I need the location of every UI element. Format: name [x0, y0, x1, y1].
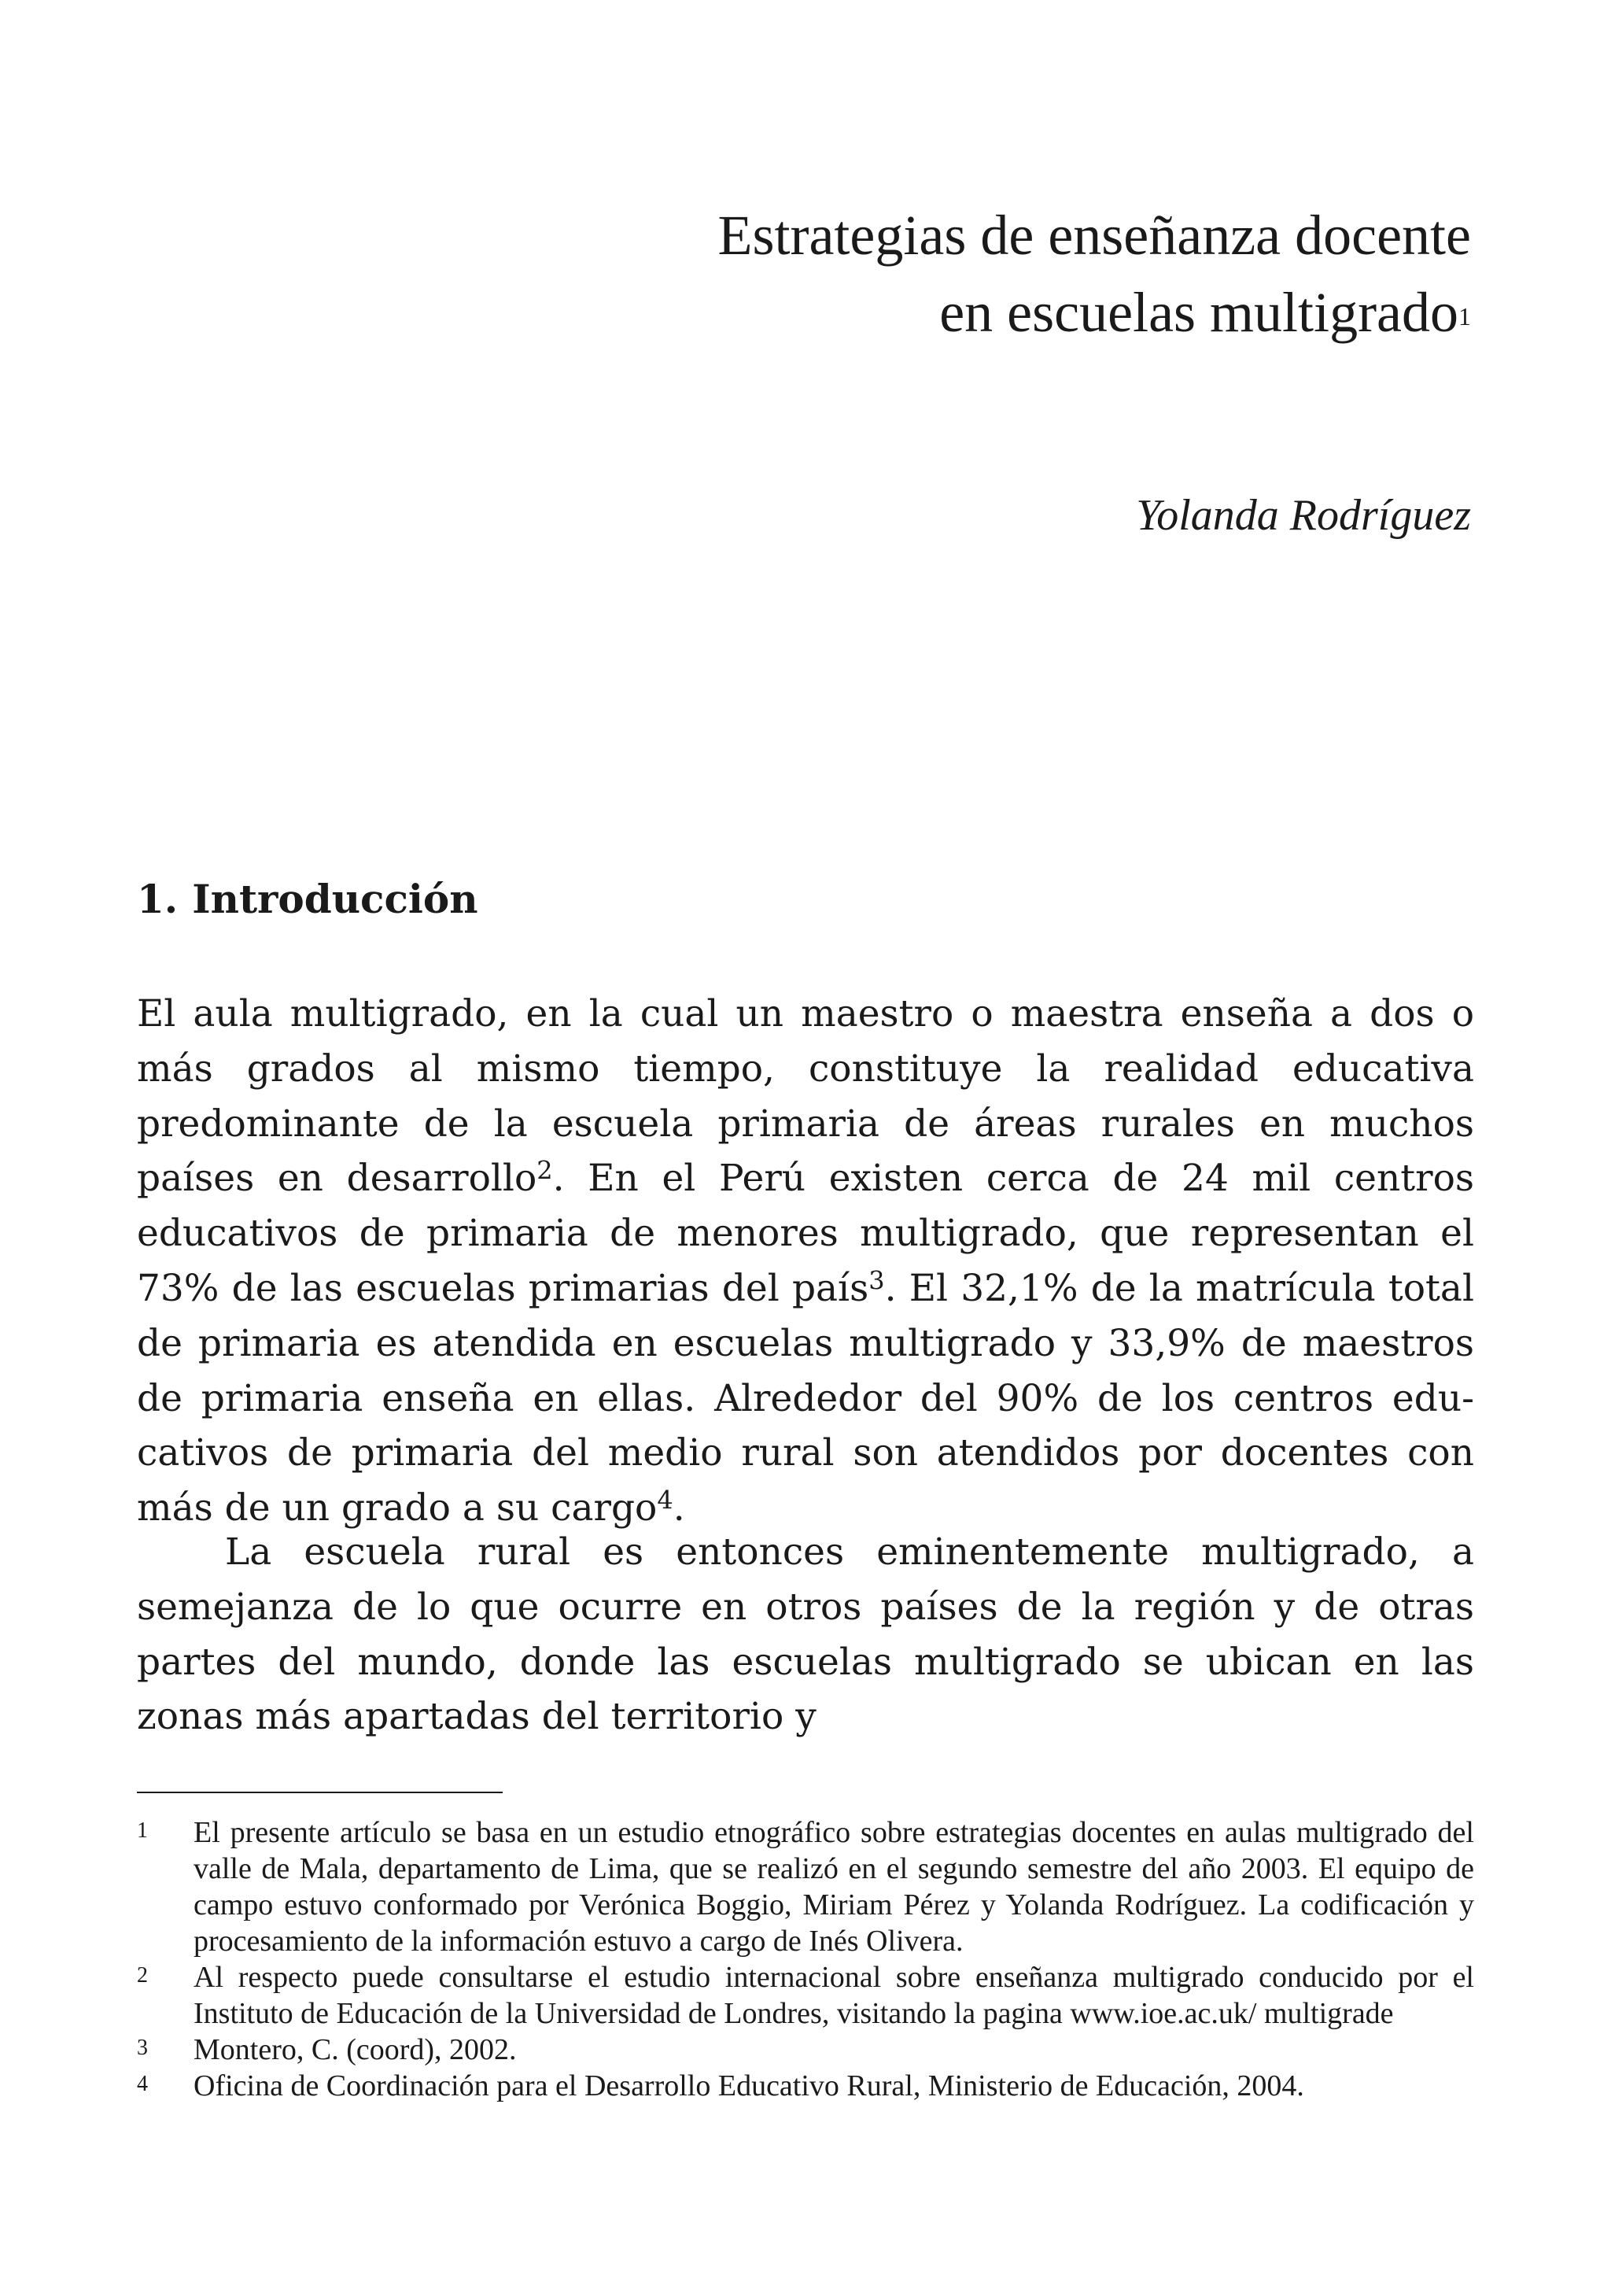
footnote-text: Montero, C. (coord), 2002. [194, 2033, 517, 2066]
paragraph-1-segment-1: El aula multigrado, en la cual un maestro o maestra enseña a dos o más grados al mismo tiempo, constituye la realidad educativa predominante de la escuela primaria de áreas rurales en muchos países en desarrollo [137, 992, 1474, 1201]
footnote-2 [137, 1959, 1474, 2032]
footnote-number: 2 [137, 1963, 148, 1988]
author-name: Yolanda Rodríguez [1136, 491, 1471, 540]
paragraph-1-segment-3: . El 32,1% de la matrícula total de primaria es atendida en escuelas multigrado y 33,9% de maestros de primaria enseña en ellas. Alrededor del 90% de los centros educativos de primaria del medio rural son atendidos por docentes con más de un grado a su cargo [137, 1266, 1474, 1530]
footnote-text: El presente artículo se basa en un estudio etnográfico sobre estrategias docentes en aulas multigrado del valle de Mala, departamento de Lima, que se realizó en el segundo semestre del año 2003. El equipo de campo estuvo conformado por Verónica Boggio, Miriam Pérez y Yolanda Rodríguez. La codificación y procesamiento de la información estuvo a cargo de Inés Olivera. [194, 1816, 1474, 1958]
footnote-ref-3: 3 [868, 1265, 885, 1296]
paragraph-1-segment-2: . En el Perú existen cerca de 24 mil centros educativos de primaria de menores multigrado, que representan el 73% de las escuelas primarias del país [137, 1157, 1475, 1310]
footnote-text: Oficina de Coordinación para el Desarrollo Educativo Rural, Ministerio de Educación, 2004. [194, 2069, 1304, 2102]
footnote-number: 4 [137, 2072, 148, 2096]
footnote-ref-4: 4 [657, 1485, 673, 1515]
title-line-1: Estrategias de enseñanza docente [717, 204, 1471, 267]
section-number: 1. [137, 876, 179, 922]
footnote-1 [137, 1814, 1474, 1959]
paragraph-1-segment-4: . [673, 1486, 685, 1530]
paragraph-2 [137, 1525, 1474, 1744]
footnote-number: 3 [137, 2036, 148, 2060]
title-line-2 [717, 274, 1471, 351]
section-heading [137, 873, 478, 925]
footnote-4 [137, 2068, 1474, 2104]
paragraph-2-text: La escuela rural es entonces eminentemente multigrado, a semejanza de lo que ocurre en otros países de la región y de otras partes del mundo, donde las escuelas multigrado se ubican en las zonas más apartadas del territorio y [137, 1530, 1474, 1739]
footnote-divider [137, 1792, 503, 1793]
footnote-number: 1 [137, 1818, 148, 1843]
title-footnote-ref: 1 [1458, 302, 1471, 330]
section-title: Introducción [192, 876, 478, 922]
article-title [717, 197, 1471, 351]
footnote-text: Al respecto puede consultarse el estudio internacional sobre enseñanza multigrado conducido por el Instituto de Educación de la Universidad de Londres, visitando la pagina www.ioe.ac.uk/ multigrade [194, 1961, 1474, 2030]
footnote-3 [137, 2032, 1474, 2068]
footnotes-section [137, 1814, 1474, 2104]
footnote-ref-2: 2 [536, 1156, 553, 1186]
title-line-2-text: en escuelas multigrado [939, 281, 1458, 344]
paragraph-1 [137, 987, 1474, 1536]
